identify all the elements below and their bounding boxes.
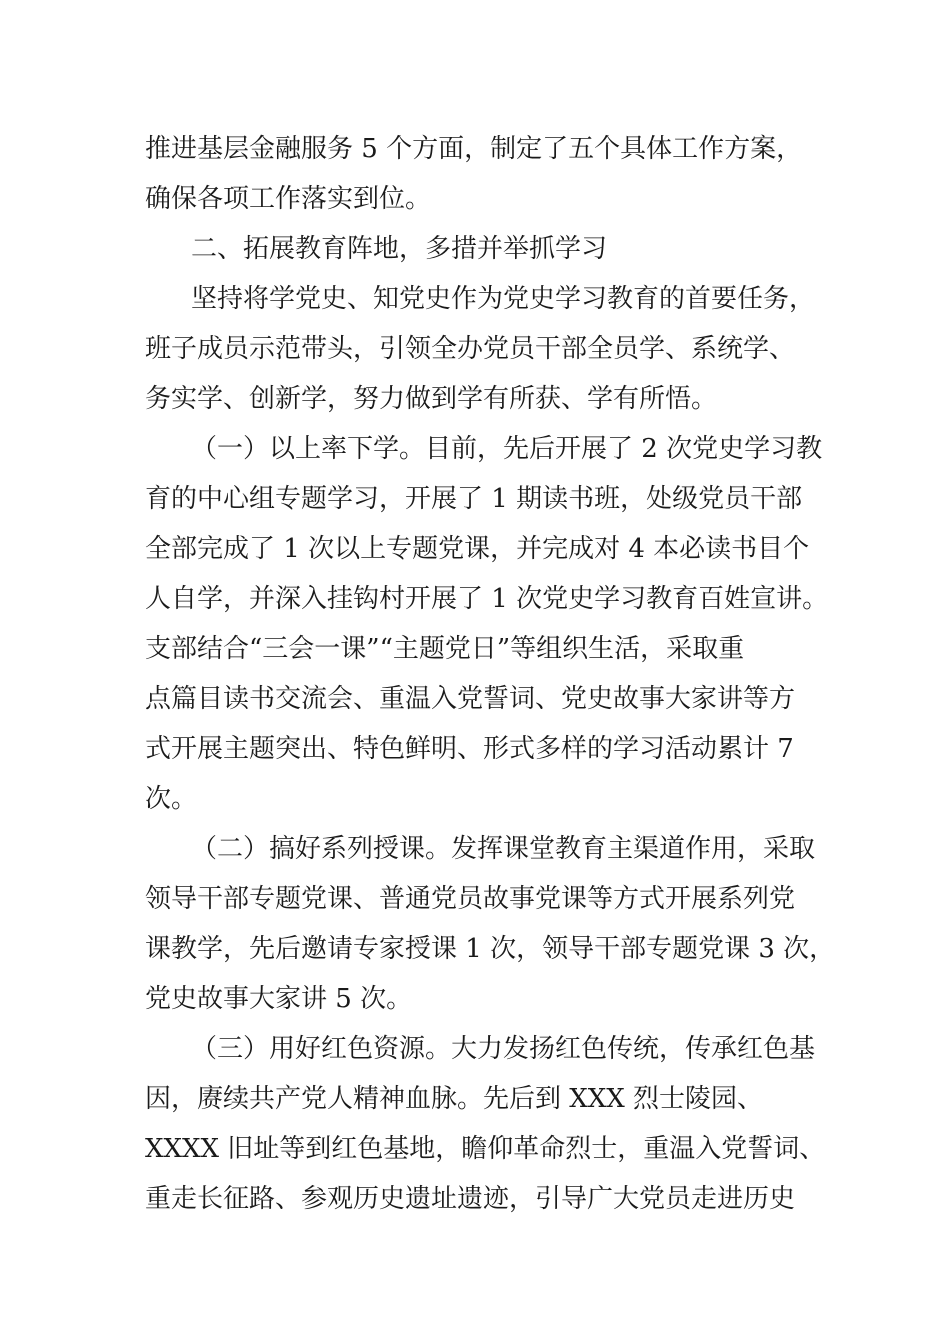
document-body bbox=[145, 124, 836, 1224]
paragraph-line: 务实学、创新学，努力做到学有所获、学有所悟。 bbox=[145, 384, 718, 414]
paragraph-line: 课教学，先后邀请专家授课 1 次，领导干部专题党课 3 次， bbox=[145, 934, 836, 964]
paragraph-line: 式开展主题突出、特色鲜明、形式多样的学习活动累计 7 bbox=[145, 734, 794, 764]
paragraph-line: 次。 bbox=[145, 784, 198, 814]
paragraph-line: 重走长征路、参观历史遗址遗迹，引导广大党员走进历史 bbox=[145, 1184, 796, 1214]
paragraph-line: 班子成员示范带头，引领全办党员干部全员学、系统学、 bbox=[145, 334, 796, 364]
paragraph-line: 全部完成了 1 次以上专题党课，并完成对 4 本必读书目个 bbox=[145, 534, 810, 564]
paragraph-line: 推进基层金融服务 5 个方面，制定了五个具体工作方案， bbox=[145, 134, 803, 164]
paragraph-line: 党史故事大家讲 5 次。 bbox=[145, 984, 413, 1014]
paragraph-line: 点篇目读书交流会、重温入党誓词、党史故事大家讲等方 bbox=[145, 684, 796, 714]
paragraph-line: 人自学，并深入挂钩村开展了 1 次党史学习教育百姓宣讲。 bbox=[145, 584, 829, 614]
section-heading: 二、拓展教育阵地，多措并举抓学习 bbox=[191, 234, 608, 264]
paragraph-line: 育的中心组专题学习，开展了 1 期读书班，处级党员干部 bbox=[145, 484, 803, 514]
paragraph-line: （三）用好红色资源。大力发扬红色传统，传承红色基 bbox=[191, 1034, 816, 1064]
paragraph-line: XXXX 旧址等到红色基地，瞻仰革命烈士，重温入党誓词、 bbox=[145, 1134, 826, 1164]
paragraph-line: （二）搞好系列授课。发挥课堂教育主渠道作用，采取 bbox=[191, 834, 816, 864]
paragraph-line: 坚持将学党史、知党史作为党史学习教育的首要任务， bbox=[191, 284, 816, 314]
paragraph-line: （一）以上率下学。目前，先后开展了 2 次党史学习教 bbox=[191, 434, 823, 464]
paragraph-line: 领导干部专题党课、普通党员故事党课等方式开展系列党 bbox=[145, 884, 796, 914]
paragraph-line: 支部结合“三会一课”“主题党日”等组织生活，采取重 bbox=[145, 634, 745, 664]
paragraph-line: 因，赓续共产党人精神血脉。先后到 XXX 烈士陵园、 bbox=[145, 1084, 764, 1114]
paragraph-line: 确保各项工作落实到位。 bbox=[145, 184, 432, 214]
